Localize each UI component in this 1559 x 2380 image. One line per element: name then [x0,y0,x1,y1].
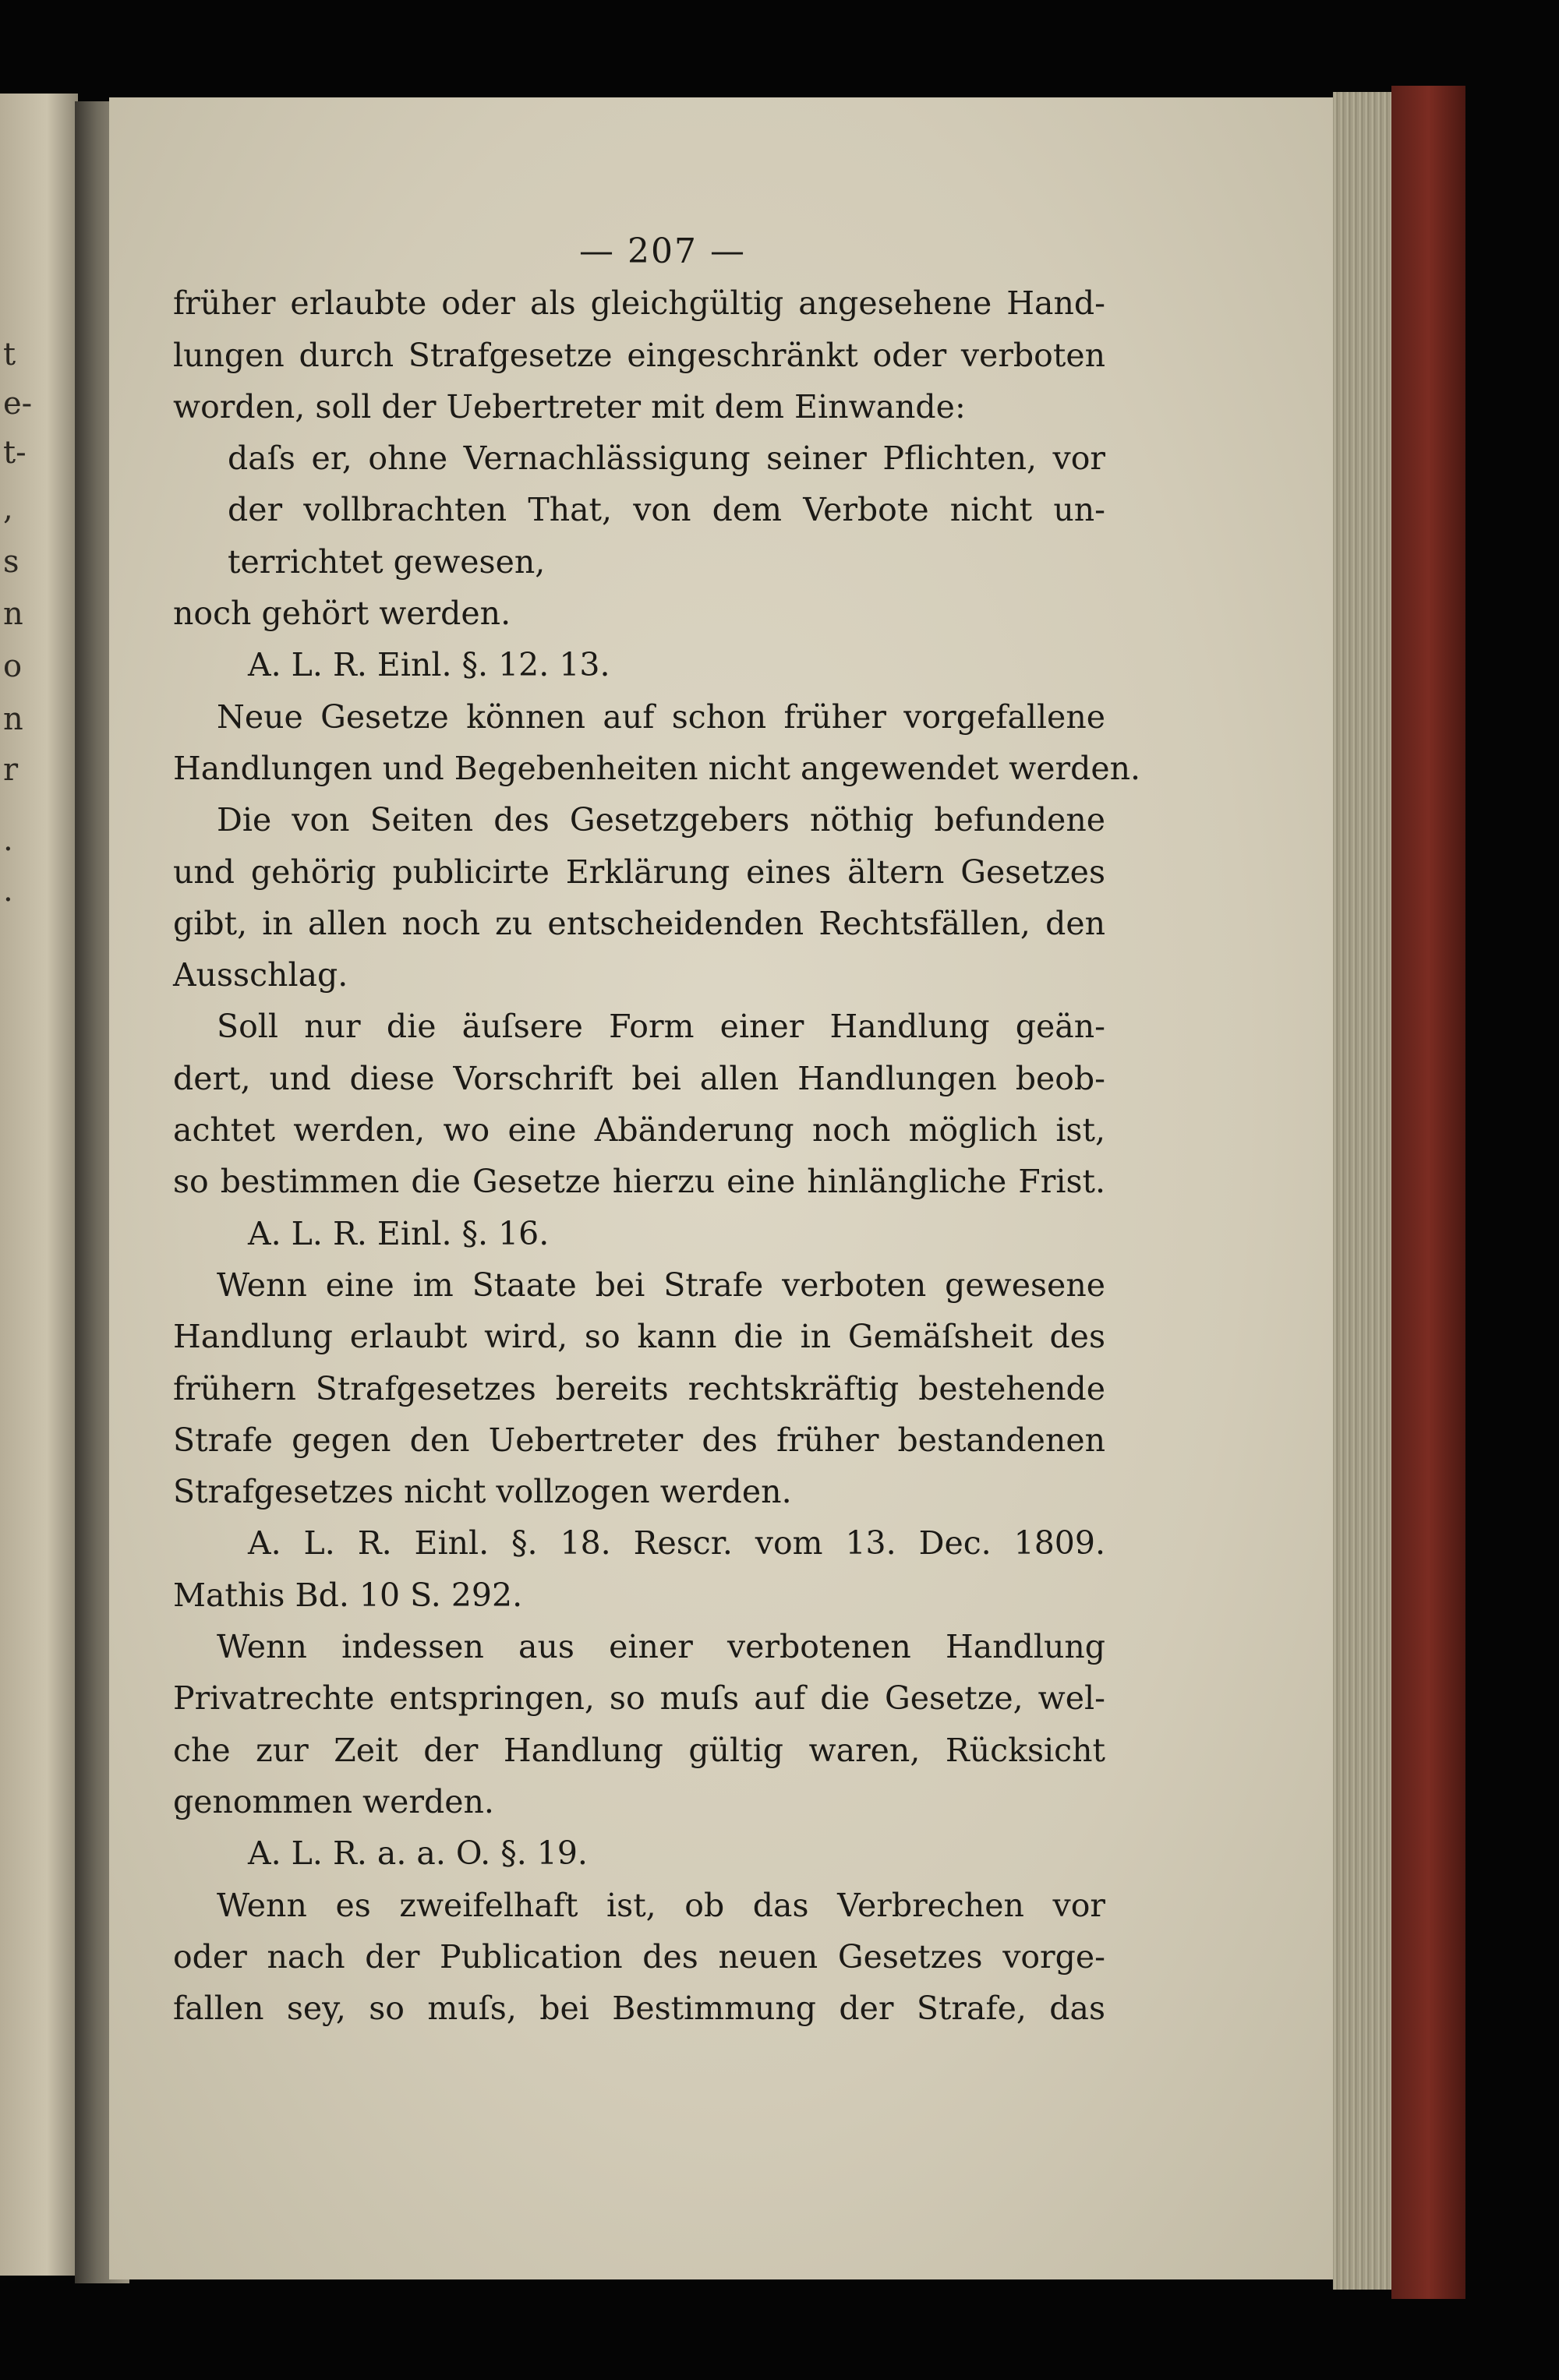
text-line: Handlung erlaubt wird, so kann die in Gemäſsheit des [173,1318,1105,1356]
text-line: daſs er, ohne Vernachlässigung seiner Pflichten, vor [228,440,1105,478]
text-line: Ausschlag. [173,956,348,994]
text-line: dert, und diese Vorschrift bei allen Handlungen beob- [173,1059,1105,1097]
text-line: so bestimmen die Gesetze hierzu eine hinlängliche Frist. [173,1163,1105,1201]
edge-fragment: . [3,822,13,858]
text-line: Die von Seiten des Gesetzgebers nöthig befundene [217,801,1105,839]
page-edges [1333,92,1395,2290]
text-line: genommen werden. [173,1782,494,1820]
text-line: noch gehört werden. [173,595,511,633]
edge-fragment: , [3,491,13,527]
text-line: Wenn indessen aus einer verbotenen Handlung [217,1628,1105,1666]
text-line: fallen sey, so muſs, bei Bestimmung der Strafe, das [173,1990,1105,2028]
text-line: Wenn eine im Staate bei Strafe verboten gewesene [217,1266,1105,1304]
text-line: frühern Strafgesetzes bereits rechtskräftig bestehende [173,1369,1105,1407]
text-line: terrichtet gewesen, [228,542,546,581]
edge-fragment: s [3,544,19,580]
text-line: worden, soll der Uebertreter mit dem Einwande: [173,387,966,426]
text-line: Handlungen und Begebenheiten nicht angewendet werden. [173,749,1141,787]
edge-fragment: n [3,701,23,737]
edge-fragment: o [3,648,23,684]
text-line: Privatrechte entspringen, so muſs auf die Gesetze, wel- [173,1679,1105,1718]
previous-page-edge [0,94,78,2276]
edge-fragment: t [3,337,16,373]
edge-fragment: r [3,752,19,788]
edge-fragment: n [3,596,23,632]
text-line: Strafgesetzes nicht vollzogen werden. [173,1473,792,1511]
text-line: A. L. R. a. a. O. §. 19. [248,1834,588,1873]
edge-fragment: t- [3,435,27,471]
text-lines [173,277,1141,2034]
text-line: gibt, in allen noch zu entscheidenden Rechtsfällen, den [173,904,1105,942]
text-line: Mathis Bd. 10 S. 292. [173,1576,523,1614]
text-line: oder nach der Publication des neuen Gesetzes vorge- [173,1937,1105,1976]
text-line: A. L. R. Einl. §. 12. 13. [248,646,610,684]
text-line: Strafe gegen den Uebertreter des früher bestandenen [173,1421,1105,1459]
text-line: Neue Gesetze können auf schon früher vorgefallene [217,697,1105,736]
text-line: Wenn es zweifelhaft ist, ob das Verbrechen vor [217,1886,1105,1924]
text-line: achtet werden, wo eine Abänderung noch möglich ist, [173,1111,1105,1149]
text-line: lungen durch Strafgesetze eingeschränkt oder verboten [173,336,1105,374]
text-line: früher erlaubte oder als gleichgültig angesehene Hand- [173,284,1105,323]
text-line: A. L. R. Einl. §. 16. [248,1214,550,1252]
edge-fragment: e- [3,386,33,422]
text-line: der vollbrachten That, von dem Verbote nicht un- [228,491,1105,529]
text-line: A. L. R. Einl. §. 18. Rescr. vom 13. Dec. 1809. [248,1524,1105,1563]
text-line: che zur Zeit der Handlung gültig waren, Rücksicht [173,1731,1105,1769]
text-line: und gehörig publicirte Erklärung eines ältern Gesetzes [173,853,1105,891]
edge-fragment: . [3,873,13,909]
page-number: — 207 — [579,231,746,271]
page-text [173,226,1141,2034]
book-cover [1391,86,1465,2299]
text-line: Soll nur die äuſsere Form einer Handlung geän- [217,1008,1105,1046]
